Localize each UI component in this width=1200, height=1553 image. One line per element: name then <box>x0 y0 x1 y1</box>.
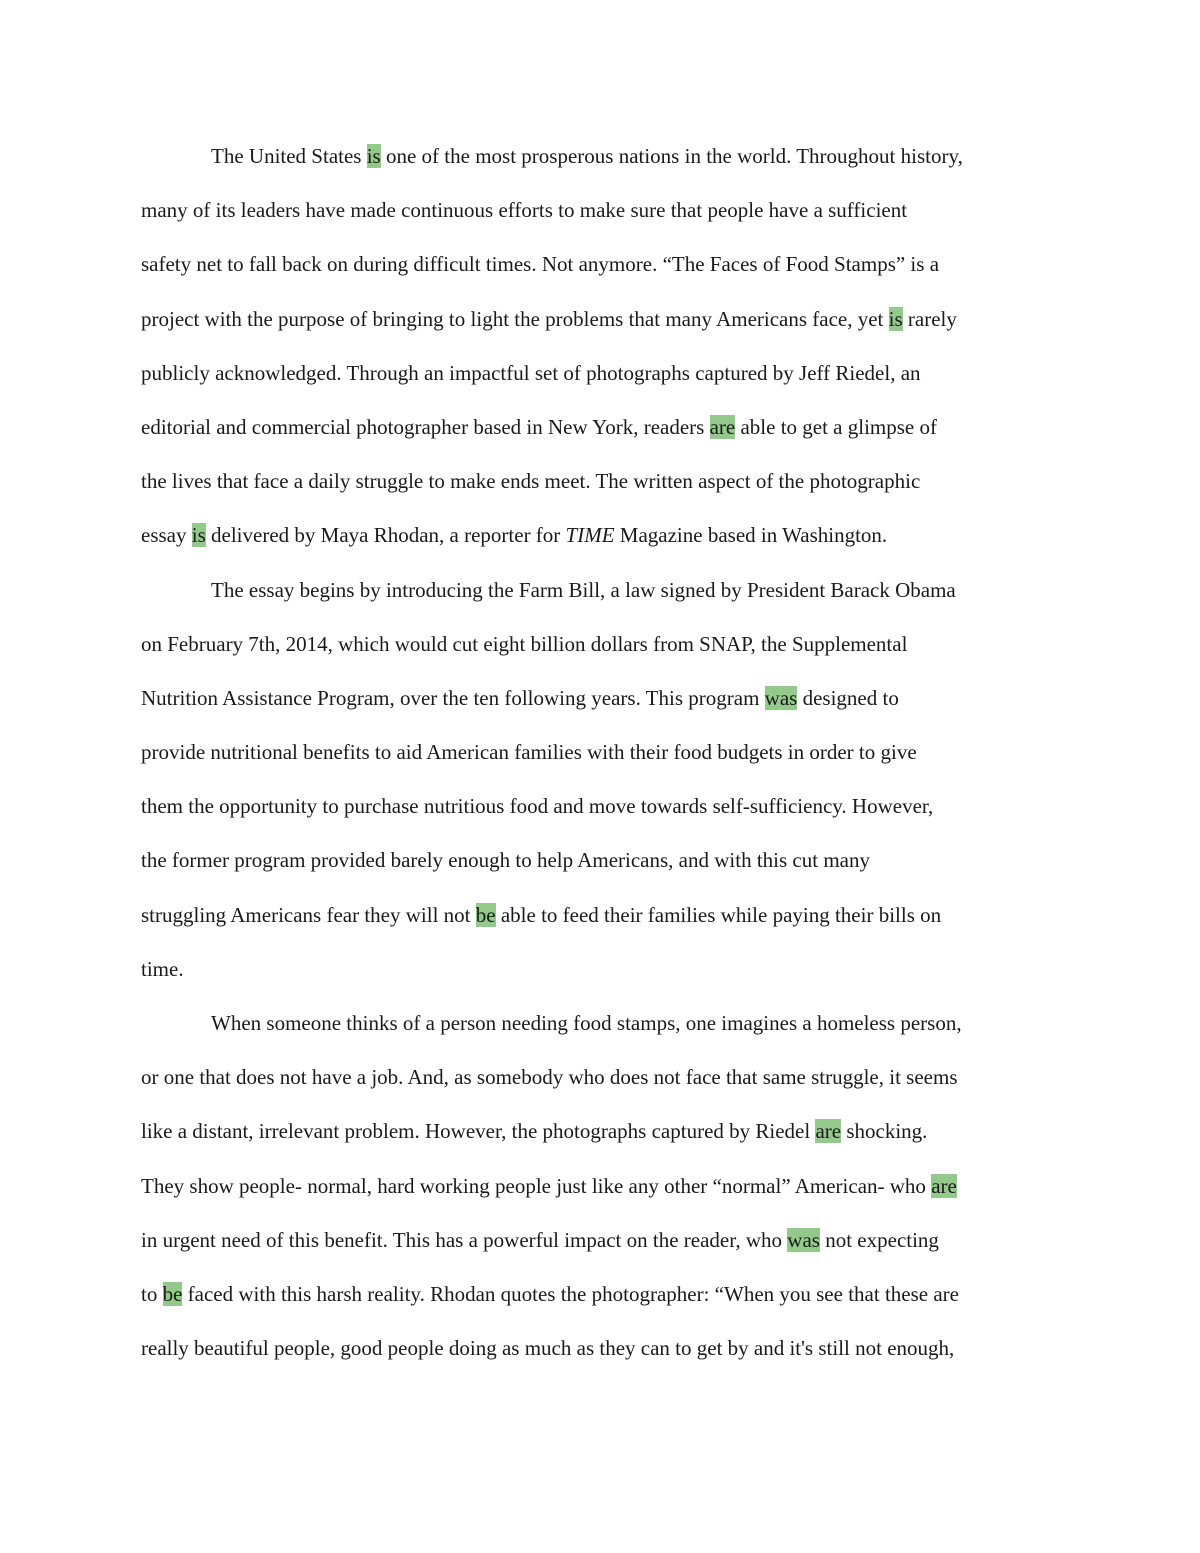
text-run: not expecting <box>819 1227 939 1252</box>
text-line <box>141 346 1071 400</box>
text-line <box>141 833 1071 887</box>
text-run: They show people- normal, hard working people just like any other “normal” American- who <box>141 1173 932 1198</box>
text-run: faced with this harsh reality. Rhodan quotes the photographer: “When you see that these are <box>182 1281 959 1306</box>
text-run: safety net to fall back on during difficult times. Not anymore. “The Faces of Food Stamps” is a <box>141 252 940 277</box>
text-run: the lives that face a daily struggle to make ends meet. The written aspect of the photographic <box>141 469 921 494</box>
text-run: delivered by Maya Rhodan, a reporter for <box>205 523 566 548</box>
text-run: able to get a glimpse of <box>735 414 937 439</box>
text-run: project with the purpose of bringing to light the problems that many Americans face, yet <box>141 306 889 331</box>
text-line <box>141 1050 1071 1104</box>
text-run: the former program provided barely enough to help Americans, and with this cut many <box>141 848 870 873</box>
text-line <box>141 1104 1071 1158</box>
text-run: like a distant, irrelevant problem. However, the photographs captured by Riedel <box>141 1119 816 1144</box>
text-run: shocking. <box>841 1119 928 1144</box>
text-run: Magazine based in Washington. <box>614 523 888 548</box>
text-run: or one that does not have a job. And, as somebody who does not face that same struggle, it seems <box>141 1065 958 1090</box>
paragraph-3 <box>141 996 1071 1375</box>
text-run: time. <box>141 956 184 981</box>
essay-body <box>141 129 1071 1375</box>
text-run: Nutrition Assistance Program, over the ten following years. This program <box>141 685 765 710</box>
text-run: many of its leaders have made continuous efforts to make sure that people have a sufficient <box>141 198 908 223</box>
text-run: The United States <box>211 144 367 168</box>
text-line <box>141 1159 1071 1213</box>
highlighted-verb: is <box>888 306 903 331</box>
text-line <box>141 129 1071 183</box>
text-line <box>141 725 1071 779</box>
highlighted-verb: are <box>931 1173 957 1198</box>
highlighted-verb: was <box>787 1227 820 1252</box>
highlighted-verb: are <box>815 1119 842 1144</box>
paragraph-2 <box>141 563 1071 997</box>
text-run: essay <box>141 523 192 548</box>
text-run: them the opportunity to purchase nutritious food and move towards self-sufficiency. However, <box>141 794 934 819</box>
text-run: one of the most prosperous nations in the world. Throughout history, <box>380 144 963 168</box>
text-run: to <box>141 1281 163 1306</box>
text-run: When someone thinks of a person needing food stamps, one imagines a homeless person, <box>211 1011 962 1035</box>
text-run: editorial and commercial photographer based in New York, readers <box>141 414 710 439</box>
highlighted-verb: was <box>764 685 798 710</box>
text-line <box>141 617 1071 671</box>
text-line <box>141 400 1071 454</box>
highlighted-verb: be <box>475 902 496 927</box>
text-run: The essay begins by introducing the Farm Bill, a law signed by President Barack Obama <box>211 577 956 602</box>
text-line <box>141 779 1071 833</box>
text-run: publicly acknowledged. Through an impactful set of photographs captured by Jeff Riedel, an <box>141 360 921 385</box>
text-run: struggling Americans fear they will not <box>141 902 476 927</box>
text-line <box>141 1321 1071 1375</box>
text-run: designed to <box>797 685 899 710</box>
text-run: rarely <box>902 306 957 331</box>
text-run: able to feed their families while paying their bills on <box>495 902 942 927</box>
text-line <box>141 888 1071 942</box>
highlighted-verb: is <box>191 523 206 548</box>
text-line <box>141 671 1071 725</box>
text-line <box>141 942 1071 996</box>
text-line <box>141 237 1071 291</box>
italic-text: TIME <box>565 523 615 548</box>
text-run: provide nutritional benefits to aid American families with their food budgets in order to give <box>141 740 917 765</box>
text-line <box>141 292 1071 346</box>
text-line <box>141 996 1071 1050</box>
text-line <box>141 1267 1071 1321</box>
text-line <box>141 1213 1071 1267</box>
text-run: in urgent need of this benefit. This has a powerful impact on the reader, who <box>141 1227 788 1252</box>
text-line <box>141 183 1071 237</box>
text-run: on February 7th, 2014, which would cut eight billion dollars from SNAP, the Supplemental <box>141 631 908 656</box>
highlighted-verb: are <box>709 414 736 439</box>
paragraph-1 <box>141 129 1071 563</box>
text-line <box>141 454 1071 508</box>
text-line <box>141 508 1071 562</box>
highlighted-verb: be <box>162 1281 183 1306</box>
highlighted-verb: is <box>366 144 381 168</box>
text-line <box>141 563 1071 617</box>
text-run: really beautiful people, good people doing as much as they can to get by and it's still not enough, <box>141 1336 955 1361</box>
